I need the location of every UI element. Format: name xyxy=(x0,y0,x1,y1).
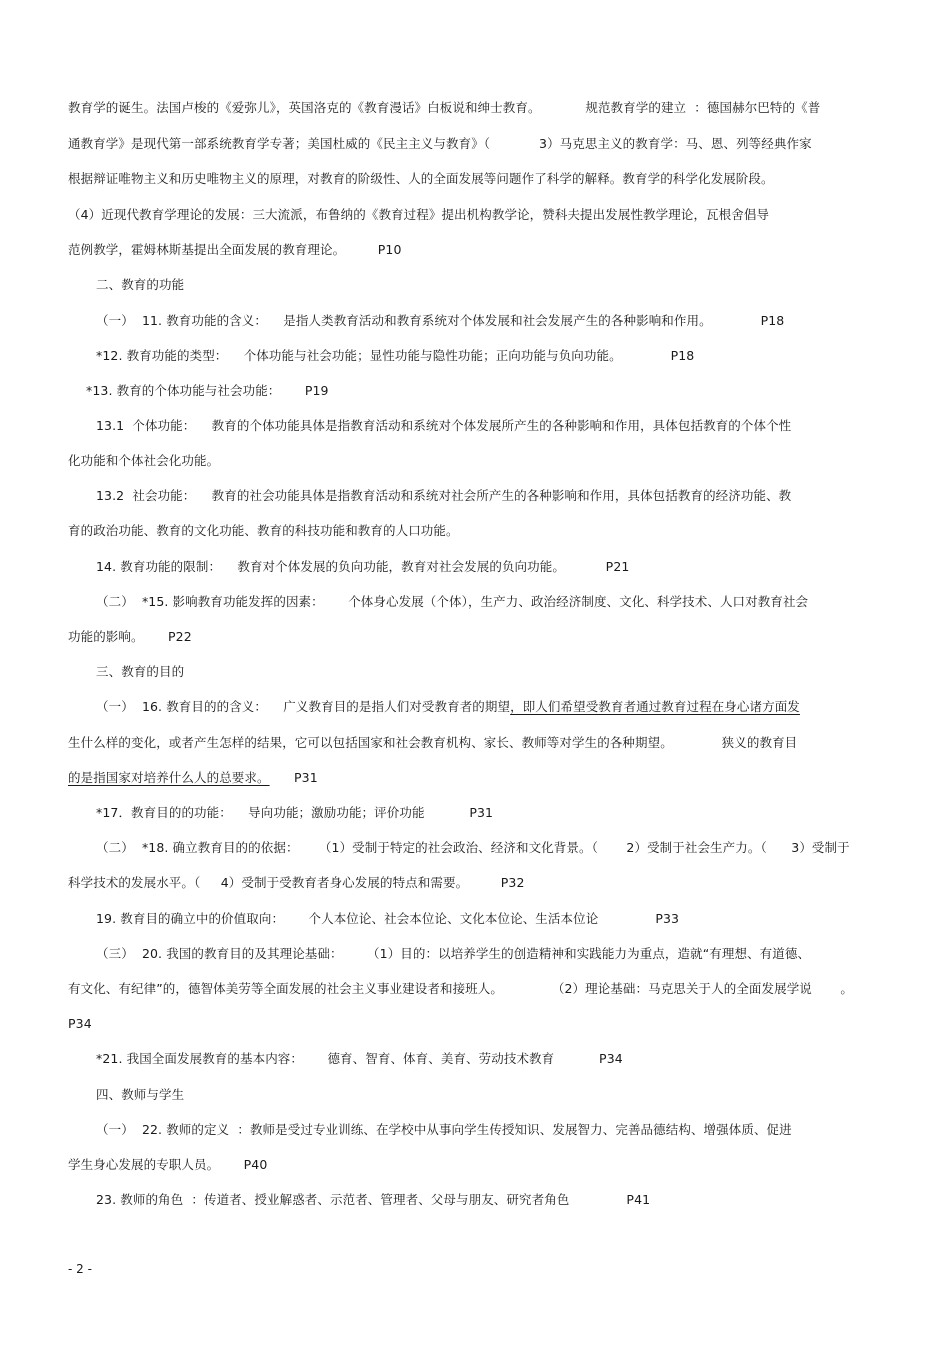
text-line: 教育学的诞生。法国卢梭的《爱弥儿》，英国洛克的《教育漫话》白板说和绅士教育。 规范教育学的建立 ：德国赫尔巴特的《普 xyxy=(68,100,821,115)
text-line: 13.1 个体功能： 教育的个体功能具体是指教育活动和系统对个体发展所产生的各种影响和作用，具体包括教育的个体个性 xyxy=(96,418,792,433)
text-line: 19. 教育目的确立中的价值取向： 个人本位论、社会本位论、文化本位论、生活本位论 P33 xyxy=(96,911,680,926)
text-segment: （一） 16. 教育目的的含义： 广义教育目的是指人们对受教育者的期望 xyxy=(96,699,511,714)
text-line: （二） *18. 确立教育目的的依据： （1）受制于特定的社会政治、经济和文化背景。（ 2）受制于社会生产力。（ 3）受制于 xyxy=(96,840,850,855)
section-heading: 四、教师与学生 xyxy=(96,1087,185,1102)
text-segment: 的是指国家对培养什么人的总要求。 xyxy=(68,770,270,785)
text-line xyxy=(68,769,318,787)
text-line: （4）近现代教育学理论的发展：三大流派，布鲁纳的《教育过程》提出机构教学论，赞科夫提出发展性教学理论，瓦根舍倡导 xyxy=(68,207,770,222)
section-heading: 三、教育的目的 xyxy=(96,664,185,679)
text-line: 科学技术的发展水平。（ 4）受制于受教育者身心发展的特点和需要。 P32 xyxy=(68,875,525,890)
text-line: 化功能和个体社会化功能。 xyxy=(68,453,220,468)
text-line: 生什么样的变化，或者产生怎样的结果，它可以包括国家和社会教育机构、家长、教师等对学生的各种期望。 狭义的教育目 xyxy=(68,735,798,750)
text-line: 23. 教师的角色 ：传道者、授业解惑者、示范者、管理者、父母与朋友、研究者角色 P41 xyxy=(96,1192,651,1207)
text-line: 13.2 社会功能： 教育的社会功能具体是指教育活动和系统对社会所产生的各种影响和作用，具体包括教育的经济功能、教 xyxy=(96,488,792,503)
section-heading: 二、教育的功能 xyxy=(96,277,185,292)
text-line: （二） *15. 影响教育功能发挥的因素： 个体身心发展（个体），生产力、政治经济制度、文化、科学技术、人口对教育社会 xyxy=(96,594,809,609)
text-line: *21. 我国全面发展教育的基本内容： 德育、智育、体育、美育、劳动技术教育 P34 xyxy=(96,1051,623,1066)
page-number: - 2 - xyxy=(68,1262,92,1276)
text-segment: ，即人们希望受教育者通过教育过程在身心诸方面发 xyxy=(510,699,800,714)
text-line: （三） 20. 我国的教育目的及其理论基础： （1）目的：以培养学生的创造精神和实践能力为重点，造就“有理想、有道德、 xyxy=(96,946,811,961)
text-line: 14. 教育功能的限制： 教育对个体发展的负向功能，教育对社会发展的负向功能。 P21 xyxy=(96,559,630,574)
text-line: （一） 11. 教育功能的含义： 是指人类教育活动和教育系统对个体发展和社会发展产生的各种影响和作用。 P18 xyxy=(96,313,785,328)
text-line: *13. 教育的个体功能与社会功能： P19 xyxy=(86,383,329,398)
text-line: 学生身心发展的专职人员。 P40 xyxy=(68,1157,268,1172)
text-line: *17．教育目的的功能： 导向功能；激励功能；评价功能 P31 xyxy=(96,805,494,820)
text-line: 根据辩证唯物主义和历史唯物主义的原理，对教育的阶级性、人的全面发展等问题作了科学的解释。教育学的科学化发展阶段。 xyxy=(68,171,774,186)
text-line: （一） 22. 教师的定义 ：教师是受过专业训练、在学校中从事向学生传授知识、发展智力、完善品德结构、增强体质、促进 xyxy=(96,1122,792,1137)
text-line: P34 xyxy=(68,1016,92,1031)
text-line: 范例教学，霍姆林斯基提出全面发展的教育理论。 P10 xyxy=(68,242,402,257)
text-line: 有文化、有纪律”的，德智体美劳等全面发展的社会主义事业建设者和接班人。 （2）理论基础：马克思关于人的全面发展学说 。 xyxy=(68,981,854,996)
text-line xyxy=(96,698,800,716)
text-line: 育的政治功能、教育的文化功能、教育的科技功能和教育的人口功能。 xyxy=(68,523,459,538)
text-line: *12. 教育功能的类型： 个体功能与社会功能；显性功能与隐性功能；正向功能与负向功能。 P18 xyxy=(96,348,695,363)
text-segment: P31 xyxy=(269,770,318,785)
text-line: 通教育学》是现代第一部系统教育学专著；美国杜威的《民主主义与教育》（ 3）马克思主义的教育学：马、恩、列等经典作家 xyxy=(68,136,812,151)
text-line: 功能的影响。 P22 xyxy=(68,629,192,644)
